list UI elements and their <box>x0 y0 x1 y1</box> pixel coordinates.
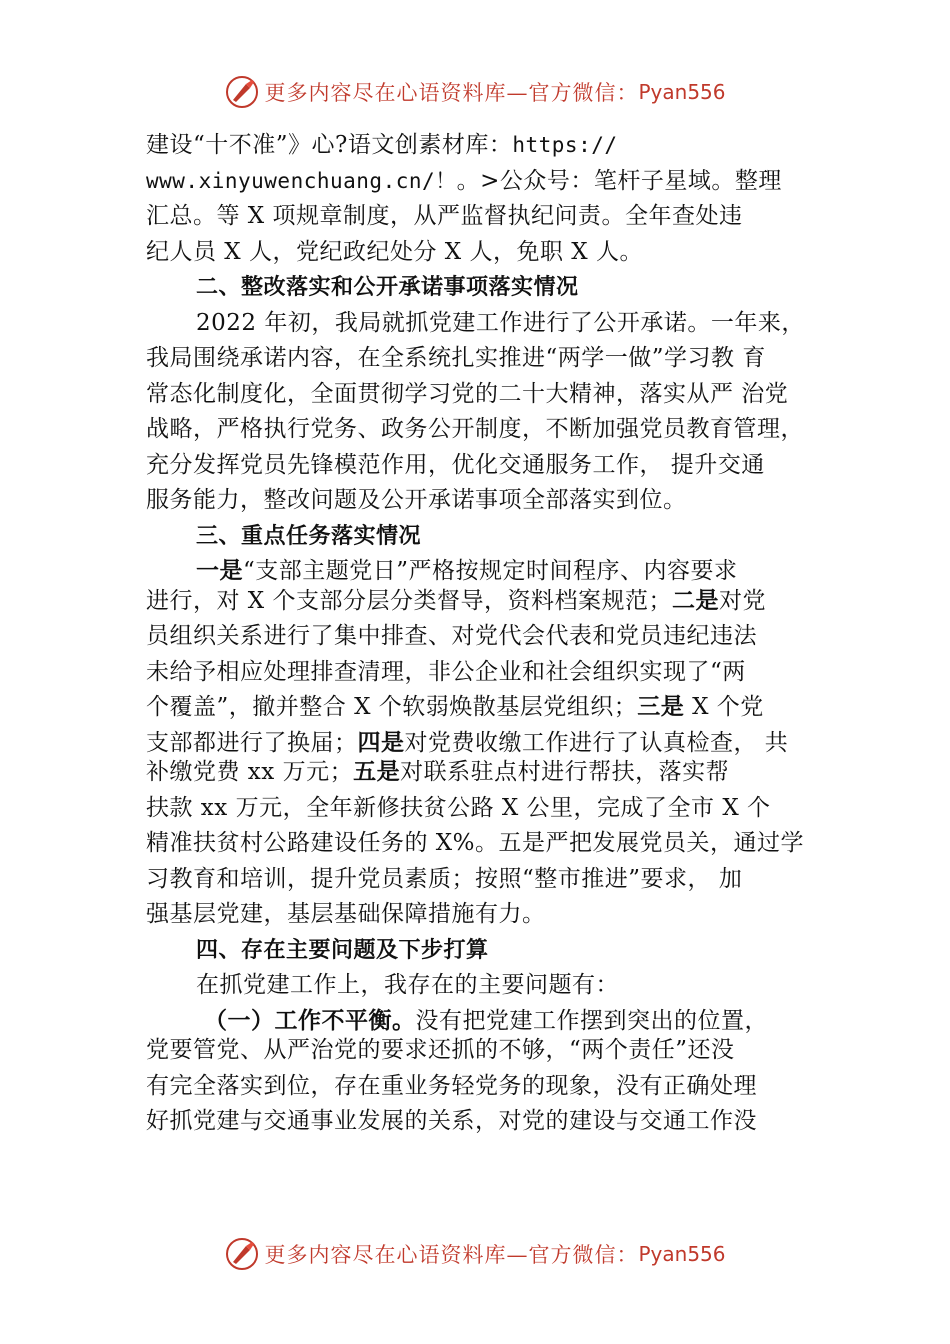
watermark-wechat-id: Pyan556 <box>638 1242 726 1266</box>
text-line: 服务能力，整改问题及公开承诺事项全部落实到位。 <box>146 487 687 513</box>
text-line: 2022 年初，我局就抓党建工作进行了公开承诺。一年来， <box>196 309 805 336</box>
text-line: 好抓党建与交通事业发展的关系，对党的建设与交通工作没 <box>146 1108 757 1134</box>
text-line: 个覆盖”，撤并整合 X 个软弱焕散基层党组织；三是 X 个党 <box>146 694 764 720</box>
text-line: 充分发挥党员先锋模范作用，优化交通服务工作， 提升交通 <box>146 451 765 478</box>
text-line: 支部都进行了换届；四是对党费收缴工作进行了认真检查， 共 <box>146 729 789 756</box>
text-line: www.xinyuwenchuang.cn/！。>公众号：笔杆子星域。整理 <box>146 167 782 194</box>
text-line: 习教育和培训，提升党员素质；按照“整市推进”要求， 加 <box>146 865 743 892</box>
text-line: （一）工作不平衡。没有把党建工作摆到突出的位置， <box>204 1007 768 1034</box>
section-heading: 四、存在主要问题及下步打算 <box>196 937 489 963</box>
text-line: 员组织关系进行了集中排查、对党代会代表和党员违纪违法 <box>146 623 757 649</box>
text-line: 我局围绕承诺内容，在全系统扎实推进“两学一做”学习教 育 <box>146 345 766 371</box>
text-line: 有完全落实到位，存在重业务轻党务的现象，没有正确处理 <box>146 1072 757 1099</box>
text-line: 补缴党费 xx 万元；五是对联系驻点村进行帮扶，落实帮 <box>146 759 730 785</box>
watermark-banner-top <box>0 72 950 112</box>
section-heading: 三、重点任务落实情况 <box>196 523 422 549</box>
text-line: 战略，严格执行党务、政务公开制度，不断加强党员教育管理， <box>146 416 804 442</box>
text-line: 精准扶贫村公路建设任务的 X%。五是严把发展党员关，通过学 <box>146 830 805 856</box>
text-line: 扶款 xx 万元，全年新修扶贫公路 X 公里，完成了全市 X 个 <box>146 794 771 821</box>
text-line: 未给予相应处理排查清理，非公企业和社会组织实现了“两 <box>146 658 746 685</box>
watermark-banner-bottom <box>0 1234 950 1274</box>
text-line: 在抓党建工作上，我存在的主要问题有： <box>196 972 619 998</box>
text-line: 党要管党、从严治党的要求还抓的不够，“两个责任”还没 <box>146 1037 735 1063</box>
text-line: 常态化制度化，全面贯彻学习党的二十大精神，落实从严 治党 <box>146 380 789 407</box>
document-body <box>146 128 846 1140</box>
text-line: 建设“十不准”》心?语文创素材库：https:// <box>146 132 618 158</box>
section-heading: 二、整改落实和公开承诺事项落实情况 <box>196 275 579 300</box>
text-line: 强基层党建，基层基础保障措施有力。 <box>146 901 546 927</box>
text-line: 进行，对 X 个支部分层分类督导，资料档案规范；二是对党 <box>146 587 766 614</box>
text-line: 一是“支部主题党日”严格按规定时间程序、内容要求 <box>196 558 738 584</box>
pen-nib-logo-icon <box>224 1236 260 1272</box>
text-line: 纪人员 X 人，党纪政纪处分 X 人，免职 X 人。 <box>146 238 643 265</box>
watermark-text: 更多内容尽在心语资料库—官方微信： <box>264 81 639 105</box>
watermark-wechat-id: Pyan556 <box>638 80 726 104</box>
watermark-text: 更多内容尽在心语资料库—官方微信： <box>264 1243 639 1267</box>
text-line: 汇总。等 X 项规章制度，从严监督执纪问责。全年查处违 <box>146 203 743 229</box>
pen-nib-logo-icon <box>224 74 260 110</box>
